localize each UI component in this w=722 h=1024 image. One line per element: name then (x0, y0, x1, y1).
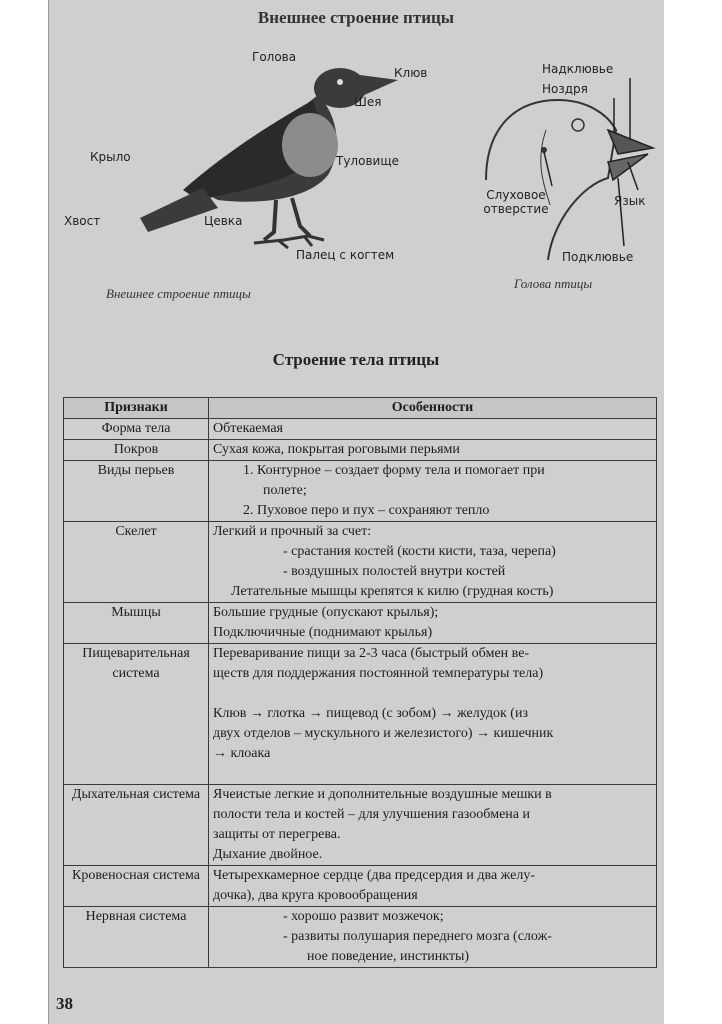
row-details: Сухая кожа, покрытая роговыми перьями (209, 440, 657, 461)
head-eye-drawing (572, 119, 584, 131)
table-row (64, 644, 657, 785)
table-row (64, 440, 657, 461)
label-nostril: Ноздря (542, 82, 588, 96)
table-row (64, 866, 657, 907)
row-feature: Покров (64, 440, 209, 461)
row-details: Ячеистые легкие и дополнительные воздушные мешки в полости тела и костей – для улучшения газообмена и защиты от перегрева. Дыхание двойное. (209, 785, 657, 866)
label-upper-beak: Надклювье (542, 62, 614, 76)
table-row (64, 461, 657, 522)
table-row (64, 785, 657, 866)
label-wing: Крыло (90, 150, 131, 164)
bird-grey-mantle (282, 113, 338, 177)
row-feature: Мышцы (64, 603, 209, 644)
textbook-page (48, 0, 664, 1024)
bird-leg-right (292, 198, 310, 236)
page-title: Внешнее строение птицы (257, 8, 455, 27)
label-neck: Шея (354, 95, 382, 109)
table-title: Строение тела птицы (272, 350, 440, 369)
page-margin-line (48, 0, 49, 1024)
lower-beak-drawing (608, 154, 648, 180)
caption-head: Голова птицы (514, 276, 593, 291)
row-details: Обтекаемая (209, 419, 657, 440)
column-header-details: Особенности (209, 398, 657, 419)
label-lower-beak: Подклювье (562, 250, 634, 264)
row-details: 1. Контурное – создает форму тела и помогает при полете; 2. Пуховое перо и пух – сохраняют тепло (209, 461, 657, 522)
table-row (64, 907, 657, 968)
label-tail: Хвост (64, 214, 101, 228)
table-header-row (64, 398, 657, 419)
label-beak: Клюв (394, 66, 428, 80)
bird-beak (360, 75, 398, 96)
pointer-ear (544, 152, 552, 186)
row-details: Переваривание пищи за 2-3 часа (быстрый обмен ве- ществ для поддержания постоянной температуры тела) Клюв → глотка → пищевод (с зобом) → желудок (из двух отделов – мускульного и железистого) → кишечник → клоака (209, 644, 657, 785)
row-feature: Форма тела (64, 419, 209, 440)
row-details: Легкий и прочный за счет: - срастания костей (кости кисти, таза, черепа) - воздушных полостей внутри костей Летательные мышцы крепятся к килю (грудная кость) (209, 522, 657, 603)
bird-leg-left (264, 200, 276, 240)
label-tarsus: Цевка (204, 214, 243, 228)
column-header-feature: Признаки (64, 398, 209, 419)
row-feature: Нервная система (64, 907, 209, 968)
pointer-lower-beak (618, 178, 624, 246)
label-toe: Палец с когтем (296, 248, 395, 262)
table-row (64, 603, 657, 644)
caption-bird: Внешнее строение птицы (106, 286, 251, 301)
bird-structure-table (63, 397, 657, 968)
row-details: Четырехкамерное сердце (два предсердия и два желу- дочка), два круга кровообращения (209, 866, 657, 907)
bird-head-illustration (468, 70, 668, 260)
label-tongue: Язык (614, 194, 646, 208)
pointer-tongue (628, 162, 638, 190)
row-details: - хорошо развит мозжечок; - развиты полушария переднего мозга (слож- ное поведение, инстинкты) (209, 907, 657, 968)
row-feature: Виды перьев (64, 461, 209, 522)
row-feature: Кровеносная система (64, 866, 209, 907)
label-body: Туловище (336, 154, 399, 168)
page-number: 38 (56, 994, 73, 1013)
table-row (64, 522, 657, 603)
row-feature: Дыхательная система (64, 785, 209, 866)
table-row (64, 419, 657, 440)
label-ear-opening: Слуховое отверстие (483, 188, 549, 216)
label-head: Голова (252, 50, 297, 64)
row-details: Большие грудные (опускают крылья); Подключичные (поднимают крылья) (209, 603, 657, 644)
bird-eye (337, 79, 343, 85)
row-feature: Пищеварительная система (64, 644, 209, 785)
row-feature: Скелет (64, 522, 209, 603)
